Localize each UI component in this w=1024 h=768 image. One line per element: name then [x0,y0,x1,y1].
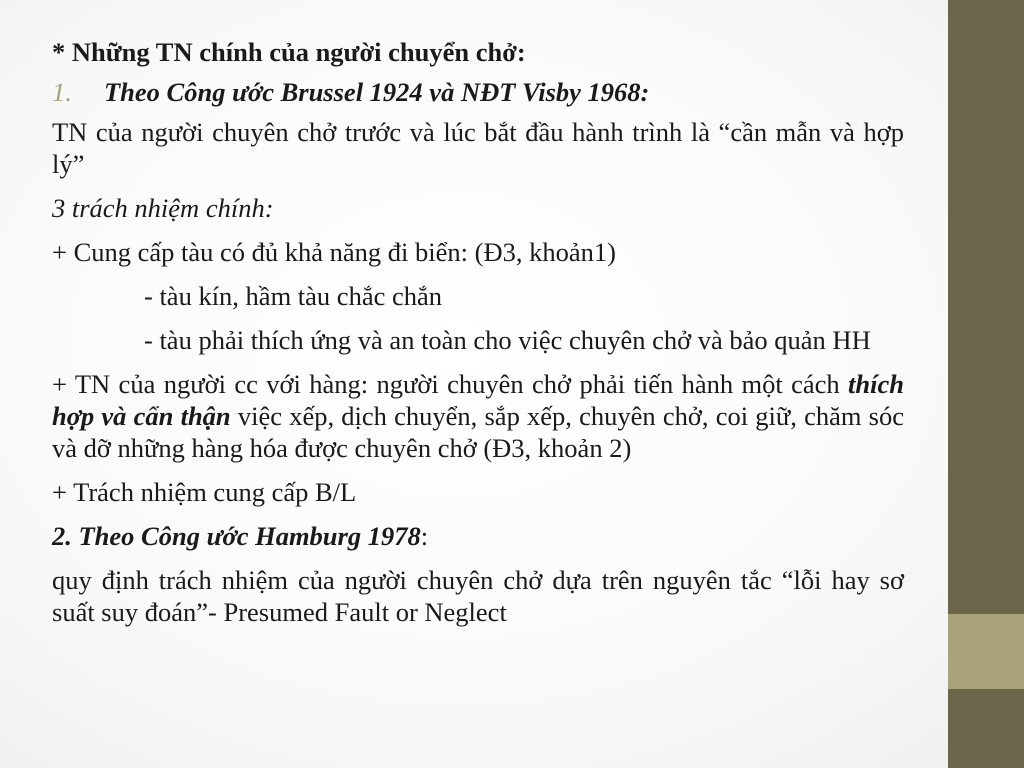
duty-2-emphasis: thích hợp và cẩn thận [52,369,904,431]
duty-1: + Cung cấp tàu có đủ khả năng đi biển: (Đ3, khoản1) [52,237,616,267]
intro-paragraph: TN của người chuyên chở trước và lúc bắt đầu hành trình là “cần mẫn và hợp lý” [52,117,904,179]
duty-1-sub-1: - tàu kín, hầm tàu chắc chắn [144,281,442,311]
slide-content [52,36,904,640]
main-heading: * Những TN chính của người chuyển chở: [52,37,526,67]
hamburg-paragraph: quy định trách nhiệm của người chuyên chở dựa trên nguyên tắc “lỗi hay sơ suất suy đoán”- Presumed Fault or Neglect [52,565,904,627]
sidebar-accent-block [948,614,1024,689]
section-2-heading [52,520,904,552]
duty-2 [52,368,904,464]
section-1-number: 1. [52,77,72,107]
section-1-title: Theo Công ước Brussel 1924 và NĐT Visby 1968: [104,77,650,107]
duty-2-text-before: + TN của người cc với hàng: người chuyên chở phải tiến hành một cách [52,369,849,399]
duty-3: + Trách nhiệm cung cấp B/L [52,477,357,507]
duty-2-text-after: việc xếp, dịch chuyển, sắp xếp, chuyên chở, coi giữ, chăm sóc và dỡ những hàng hóa được chuyên chở (Đ3, khoản 2) [52,401,904,463]
section-2-colon: : [420,521,429,551]
section-1-heading [52,76,904,108]
duty-1-sub-2: - tàu phải thích ứng và an toàn cho việc chuyên chở và bảo quản HH [144,325,871,355]
three-duties-label: 3 trách nhiệm chính: [52,193,274,223]
section-2-title: 2. Theo Công ước Hamburg 1978 [52,521,421,551]
